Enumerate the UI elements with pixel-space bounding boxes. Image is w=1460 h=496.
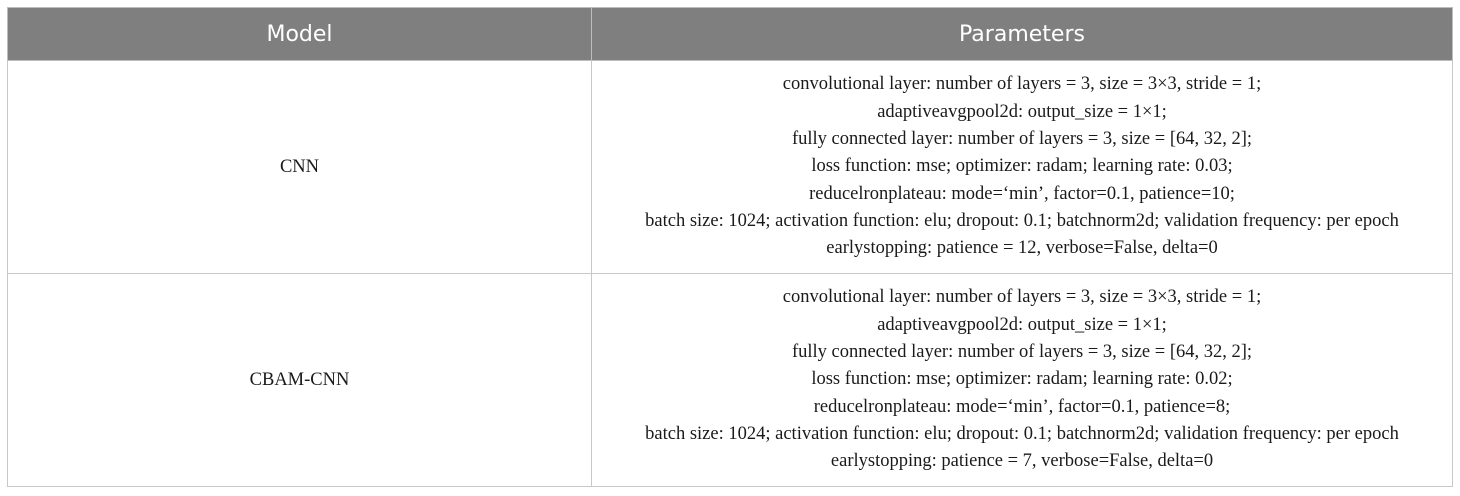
parameter-line: reducelronplateau: mode=‘min’, factor=0.1, patience=8; — [813, 396, 1231, 417]
parameter-line: earlystopping: patience = 12, verbose=False, delta=0 — [826, 238, 1218, 259]
model-cell: CBAM-CNN — [8, 274, 592, 487]
parameters-cell — [592, 274, 1453, 487]
parameters-cell — [592, 61, 1453, 274]
parameter-line: reducelronplateau: mode=‘min’, factor=0.1, patience=10; — [809, 183, 1235, 204]
parameter-line: batch size: 1024; activation function: elu; dropout: 0.1; batchnorm2d; validation frequency: per epoch — [645, 210, 1399, 231]
parameter-line: fully connected layer: number of layers = 3, size = [64, 32, 2]; — [791, 342, 1253, 363]
header-parameters: Parameters — [592, 8, 1453, 61]
parameter-line: earlystopping: patience = 7, verbose=False, delta=0 — [830, 451, 1214, 472]
parameters-table-container — [7, 7, 1452, 487]
model-cell: CNN — [8, 61, 592, 274]
parameters-table — [7, 7, 1453, 487]
parameter-line: loss function: mse; optimizer: radam; learning rate: 0.02; — [811, 369, 1233, 390]
table-row — [8, 274, 1453, 487]
parameter-line: batch size: 1024; activation function: elu; dropout: 0.1; batchnorm2d; validation frequency: per epoch — [645, 423, 1399, 444]
table-row — [8, 61, 1453, 274]
parameter-line: loss function: mse; optimizer: radam; learning rate: 0.03; — [811, 156, 1233, 177]
parameter-line: convolutional layer: number of layers = 3, size = 3×3, stride = 1; — [782, 287, 1262, 308]
header-model: Model — [8, 8, 592, 61]
parameter-line: adaptiveavgpool2d: output_size = 1×1; — [877, 101, 1167, 122]
parameter-line: fully connected layer: number of layers = 3, size = [64, 32, 2]; — [791, 129, 1253, 150]
parameter-line: convolutional layer: number of layers = 3, size = 3×3, stride = 1; — [782, 74, 1262, 95]
parameter-line: adaptiveavgpool2d: output_size = 1×1; — [877, 314, 1167, 335]
header-row — [8, 8, 1453, 61]
